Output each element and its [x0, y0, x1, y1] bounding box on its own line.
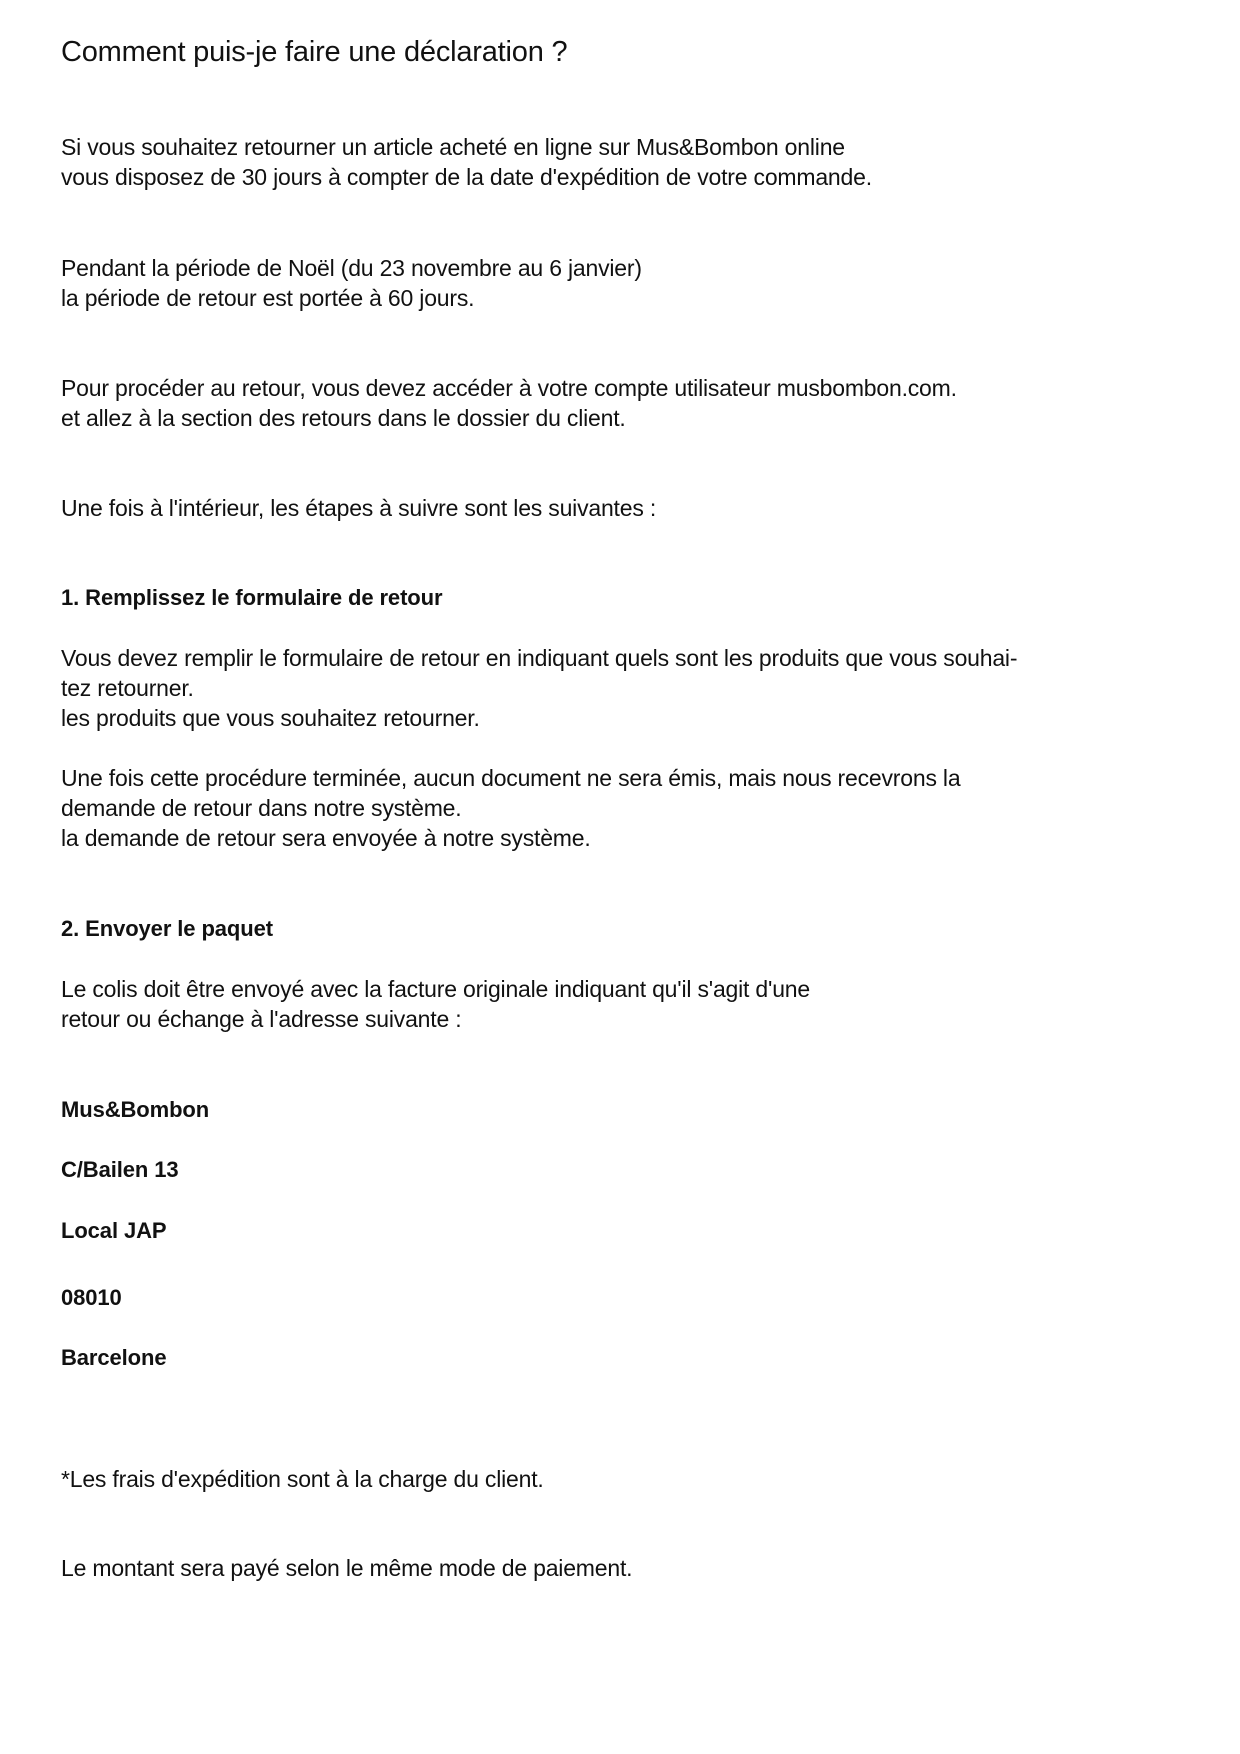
- step2-line-1: Le colis doit être envoyé avec la facture originale indiquant qu'il s'agit d'une: [61, 976, 810, 1002]
- address-name: Mus&Bombon: [61, 1097, 210, 1122]
- step2-line-2: retour ou échange à l'adresse suivante :: [61, 1006, 462, 1032]
- address-local: Local JAP: [61, 1218, 167, 1243]
- shipping-note: *Les frais d'expédition sont à la charge du client.: [61, 1466, 544, 1492]
- intro-line-1: Si vous souhaitez retourner un article acheté en ligne sur Mus&Bombon online: [61, 134, 845, 160]
- address-street: C/Bailen 13: [61, 1157, 179, 1182]
- step2-heading: 2. Envoyer le paquet: [61, 916, 273, 941]
- address-postcode: 08010: [61, 1285, 122, 1310]
- step1-para1-line-3: les produits que vous souhaitez retourner.: [61, 705, 480, 731]
- step1-para2-line-3: la demande de retour sera envoyée à notre système.: [61, 825, 591, 851]
- step1-para1-line-2: tez retourner.: [61, 675, 194, 701]
- step1-para2-line-2: demande de retour dans notre système.: [61, 795, 462, 821]
- page-title: Comment puis-je faire une déclaration ?: [61, 36, 568, 68]
- step1-heading: 1. Remplissez le formulaire de retour: [61, 585, 443, 610]
- christmas-line-1: Pendant la période de Noël (du 23 novembre au 6 janvier): [61, 255, 642, 281]
- access-line-2: et allez à la section des retours dans le dossier du client.: [61, 405, 626, 431]
- access-line-1: Pour procéder au retour, vous devez accéder à votre compte utilisateur musbombon.com.: [61, 375, 957, 401]
- address-city: Barcelone: [61, 1345, 167, 1370]
- steps-intro: Une fois à l'intérieur, les étapes à suivre sont les suivantes :: [61, 495, 657, 521]
- intro-line-2: vous disposez de 30 jours à compter de la date d'expédition de votre commande.: [61, 164, 872, 190]
- step1-para1-line-1: Vous devez remplir le formulaire de retour en indiquant quels sont les produits que vous souhai-: [61, 645, 1018, 671]
- step1-para2-line-1: Une fois cette procédure terminée, aucun document ne sera émis, mais nous recevrons la: [61, 765, 961, 791]
- christmas-line-2: la période de retour est portée à 60 jours.: [61, 285, 475, 311]
- payment-note: Le montant sera payé selon le même mode de paiement.: [61, 1555, 633, 1581]
